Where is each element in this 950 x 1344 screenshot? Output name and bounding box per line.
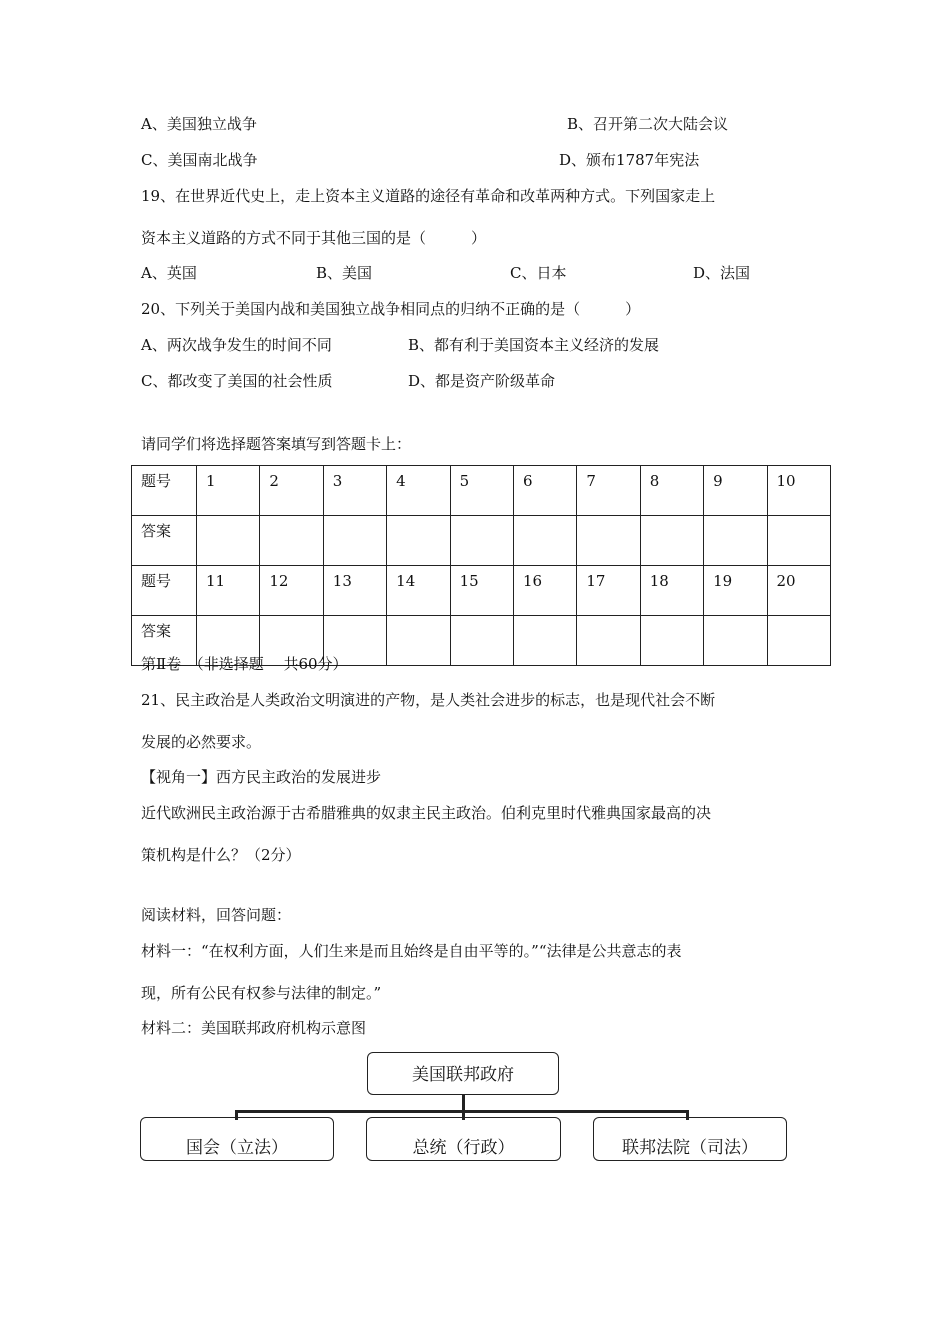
- part2-title: 第Ⅱ卷 （非选择题 共60分）: [141, 655, 348, 673]
- answer-cell[interactable]: [197, 516, 260, 566]
- answer-card-table: [131, 465, 831, 666]
- q18-option-a: A、美国独立战争: [141, 115, 257, 133]
- q20-option-d: D、都是资产阶级革命: [408, 372, 556, 390]
- question-number-cell: 19: [704, 566, 767, 616]
- material1-line1: 材料一：“在权利方面，人们生来是而且始终是自由平等的。”“法律是公共意志的表: [141, 942, 682, 960]
- answer-cell[interactable]: [387, 516, 450, 566]
- q21-stem-line2: 发展的必然要求。: [141, 733, 262, 751]
- question-number-cell: 14: [387, 566, 450, 616]
- q21-stem-line1: 21、民主政治是人类政治文明演进的产物，是人类社会进步的标志，也是现代社会不断: [141, 691, 716, 709]
- q21-intro-line2: 策机构是什么？（2分）: [141, 846, 301, 864]
- table-row: [132, 566, 831, 616]
- answer-cell[interactable]: [577, 516, 640, 566]
- answer-cell[interactable]: [450, 616, 513, 666]
- diagram-node-federal-court: 联邦法院（司法）: [593, 1117, 787, 1161]
- question-number-cell: 9: [704, 466, 767, 516]
- material1-line2: 现，所有公民有权参与法律的制定。”: [141, 984, 382, 1002]
- answer-cell[interactable]: [323, 516, 386, 566]
- answer-label-cell: 答案: [132, 516, 197, 566]
- question-number-cell: 2: [260, 466, 323, 516]
- q18-option-b: B、召开第二次大陆会议: [567, 115, 729, 133]
- answer-cell[interactable]: [767, 516, 830, 566]
- answer-cell[interactable]: [260, 516, 323, 566]
- q21-intro-line1: 近代欧洲民主政治源于古希腊雅典的奴隶主民主政治。伯利克里时代雅典国家最高的决: [141, 804, 712, 822]
- answer-cell[interactable]: [450, 516, 513, 566]
- q19-option-b: B、美国: [316, 264, 373, 282]
- question-number-cell: 4: [387, 466, 450, 516]
- q20-option-c: C、都改变了美国的社会性质: [141, 372, 333, 390]
- answer-cell[interactable]: [704, 616, 767, 666]
- question-number-cell: 13: [323, 566, 386, 616]
- material2-caption: 材料二：美国联邦政府机构示意图: [141, 1019, 367, 1037]
- question-number-cell: 7: [577, 466, 640, 516]
- question-number-cell: 17: [577, 566, 640, 616]
- q20-stem: 20、下列关于美国内战和美国独立战争相同点的归纳不正确的是（ ）: [141, 300, 641, 318]
- q19-option-a: A、英国: [141, 264, 197, 282]
- answer-cell[interactable]: [387, 616, 450, 666]
- answer-label-cell: 答案: [132, 616, 197, 666]
- answer-card-instruction: 请同学们将选择题答案填写到答题卡上：: [141, 435, 412, 453]
- q21-read-instruction: 阅读材料，回答问题：: [141, 906, 292, 924]
- q20-option-a: A、两次战争发生的时间不同: [141, 336, 332, 354]
- header-label-cell: 题号: [132, 566, 197, 616]
- answer-cell[interactable]: [640, 516, 703, 566]
- question-number-cell: 1: [197, 466, 260, 516]
- question-number-cell: 20: [767, 566, 830, 616]
- header-label-cell: 题号: [132, 466, 197, 516]
- question-number-cell: 6: [513, 466, 576, 516]
- question-number-cell: 15: [450, 566, 513, 616]
- q20-option-b: B、都有利于美国资本主义经济的发展: [408, 336, 660, 354]
- q18-option-d: D、颁布1787年宪法: [559, 151, 700, 169]
- table-row: [132, 466, 831, 516]
- q19-stem-line1: 19、在世界近代史上，走上资本主义道路的途径有革命和改革两种方式。下列国家走上: [141, 187, 716, 205]
- diagram-node-federal-government: 美国联邦政府: [367, 1052, 559, 1095]
- answer-cell[interactable]: [767, 616, 830, 666]
- diagram-node-congress: 国会（立法）: [140, 1117, 334, 1161]
- q19-option-c: C、日本: [510, 264, 567, 282]
- question-number-cell: 8: [640, 466, 703, 516]
- q21-perspective-heading: 【视角一】西方民主政治的发展进步: [141, 768, 382, 786]
- q18-option-c: C、美国南北战争: [141, 151, 258, 169]
- answer-cell[interactable]: [513, 616, 576, 666]
- q19-stem-line2: 资本主义道路的方式不同于其他三国的是（ ）: [141, 229, 487, 247]
- question-number-cell: 12: [260, 566, 323, 616]
- q19-option-d: D、法国: [693, 264, 751, 282]
- answer-cell[interactable]: [640, 616, 703, 666]
- question-number-cell: 16: [513, 566, 576, 616]
- question-number-cell: 11: [197, 566, 260, 616]
- question-number-cell: 10: [767, 466, 830, 516]
- diagram-node-president: 总统（行政）: [366, 1117, 561, 1161]
- question-number-cell: 18: [640, 566, 703, 616]
- question-number-cell: 3: [323, 466, 386, 516]
- table-row: [132, 516, 831, 566]
- answer-cell[interactable]: [704, 516, 767, 566]
- question-number-cell: 5: [450, 466, 513, 516]
- answer-cell[interactable]: [513, 516, 576, 566]
- answer-cell[interactable]: [577, 616, 640, 666]
